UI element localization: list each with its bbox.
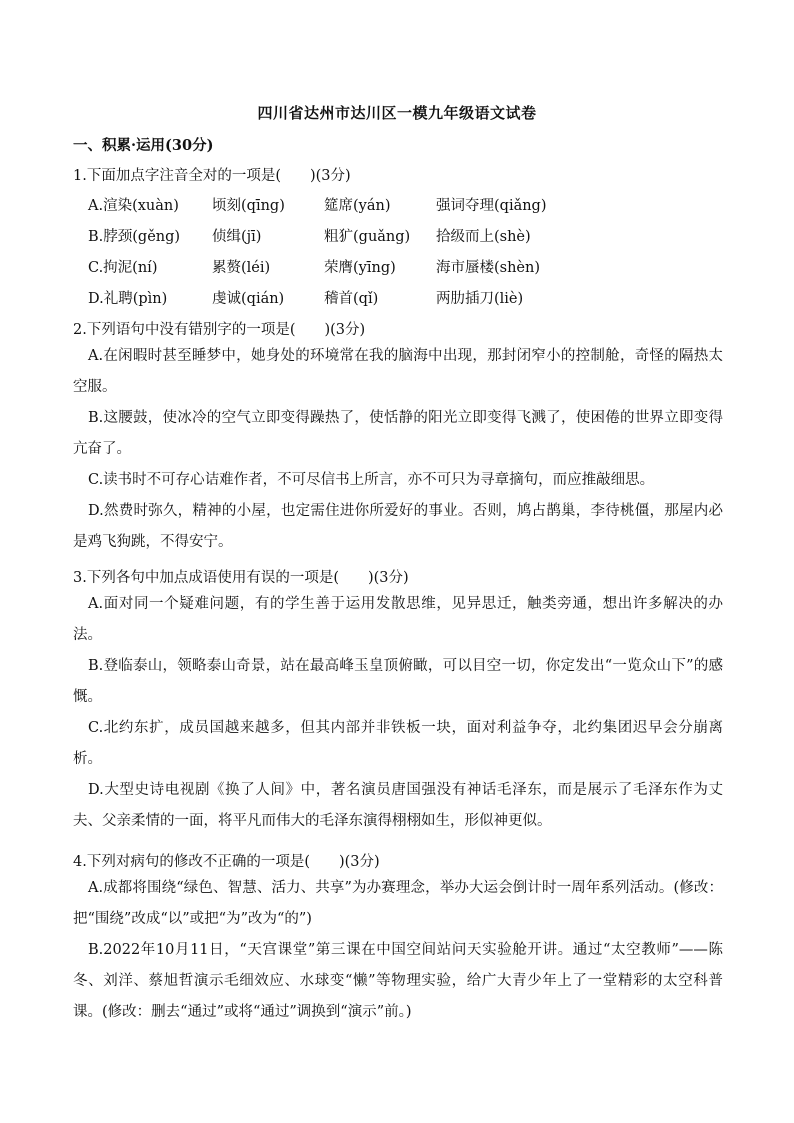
question-3-stem: 3.下列各句中加点成语使用有误的一项是( )(3分)	[73, 570, 409, 586]
q1-c-item-3: 荣膺(yīng)	[324, 260, 396, 276]
q1-a-item-1: A.渲染(xuàn)	[88, 198, 179, 214]
q1-c-item-4: 海市蜃楼(shèn)	[436, 260, 541, 276]
q2-option-c: C.读书时不可存心诘难作者，不可尽信书上所言，亦不可只为寻章摘句，而应推敲细思。	[88, 472, 655, 488]
section-heading: 一、积累·运用(30分)	[73, 137, 214, 154]
q1-d-item-3: 稽首(qǐ)	[324, 291, 379, 307]
q1-b-item-2: 侦缉(jī)	[212, 229, 262, 245]
question-4-stem: 4.下列对病句的修改不正确的一项是( )(3分)	[73, 854, 380, 870]
q1-b-item-3: 粗犷(guǎng)	[324, 229, 411, 245]
exam-title: 四川省达州市达川区一模九年级语文试卷	[257, 104, 537, 122]
q4-option-b: B.2022年10月11日，“天宫课堂”第三课在中国空间站问天实验舱开讲。通过“太空教师”——陈冬、刘洋、蔡旭哲演示毛细效应、水球变“懒”等物理实验，给广大青少年上了一堂精彩的太空科普课。(修改：删去“通过”或将“通过”调换到“演示”前。)	[73, 942, 723, 1020]
q1-d-item-1: D.礼聘(pìn)	[88, 291, 168, 307]
question-2-stem: 2.下列语句中没有错别字的一项是( )(3分)	[73, 322, 366, 338]
q4-option-a: A.成都将围绕“绿色、智慧、活力、共享”为办赛理念，举办大运会倒计时一周年系列活动。(修改：把“围绕”改成“以”或把“为”改为“的”)	[73, 880, 723, 927]
q2-option-b: B.这腰鼓，使冰冷的空气立即变得躁热了，使恬静的阳光立即变得飞溅了，使困倦的世界立即变得亢奋了。	[73, 410, 723, 457]
q1-a-item-2: 顷刻(qīng)	[212, 198, 285, 214]
q1-a-item-3: 筵席(yán)	[324, 198, 391, 214]
q2-option-a: A.在闲暇时甚至睡梦中，她身处的环境常在我的脑海中出现，那封闭窄小的控制舱，奇怪的隔热太空服。	[73, 348, 723, 395]
q1-c-item-1: C.拘泥(ní)	[88, 260, 158, 276]
q2-option-d: D.然费时弥久，精神的小屋，也定需住进你所爱好的事业。否则，鸠占鹊巢，李待桃僵，那屋内必是鸡飞狗跳，不得安宁。	[73, 503, 723, 550]
q3-option-b: B.登临泰山，领略泰山奇景，站在最高峰玉皇顶俯瞰，可以目空一切，你定发出“一览众山下”的感慨。	[73, 658, 723, 705]
q1-b-item-1: B.脖颈(gěng)	[88, 229, 181, 245]
q1-b-item-4: 拾级而上(shè)	[436, 229, 531, 245]
q1-d-item-4: 两肋插刀(liè)	[436, 291, 524, 307]
q3-option-a: A.面对同一个疑难问题，有的学生善于运用发散思维，见异思迁，触类旁通，想出许多解决的办法。	[73, 596, 723, 643]
q1-d-item-2: 虔诚(qián)	[212, 291, 285, 307]
q3-option-d: D.大型史诗电视剧《换了人间》中，著名演员唐国强没有神话毛泽东，而是展示了毛泽东作为丈夫、父亲柔情的一面，将平凡而伟大的毛泽东演得栩栩如生，形似神更似。	[73, 782, 723, 829]
q1-a-item-4: 强词夺理(qiǎng)	[436, 198, 547, 214]
q3-option-c: C.北约东扩，成员国越来越多，但其内部并非铁板一块，面对利益争夺，北约集团迟早会分崩离析。	[73, 720, 723, 767]
question-1-stem: 1.下面加点字注音全对的一项是( )(3分)	[73, 168, 351, 184]
q1-c-item-2: 累赘(léi)	[212, 260, 271, 276]
